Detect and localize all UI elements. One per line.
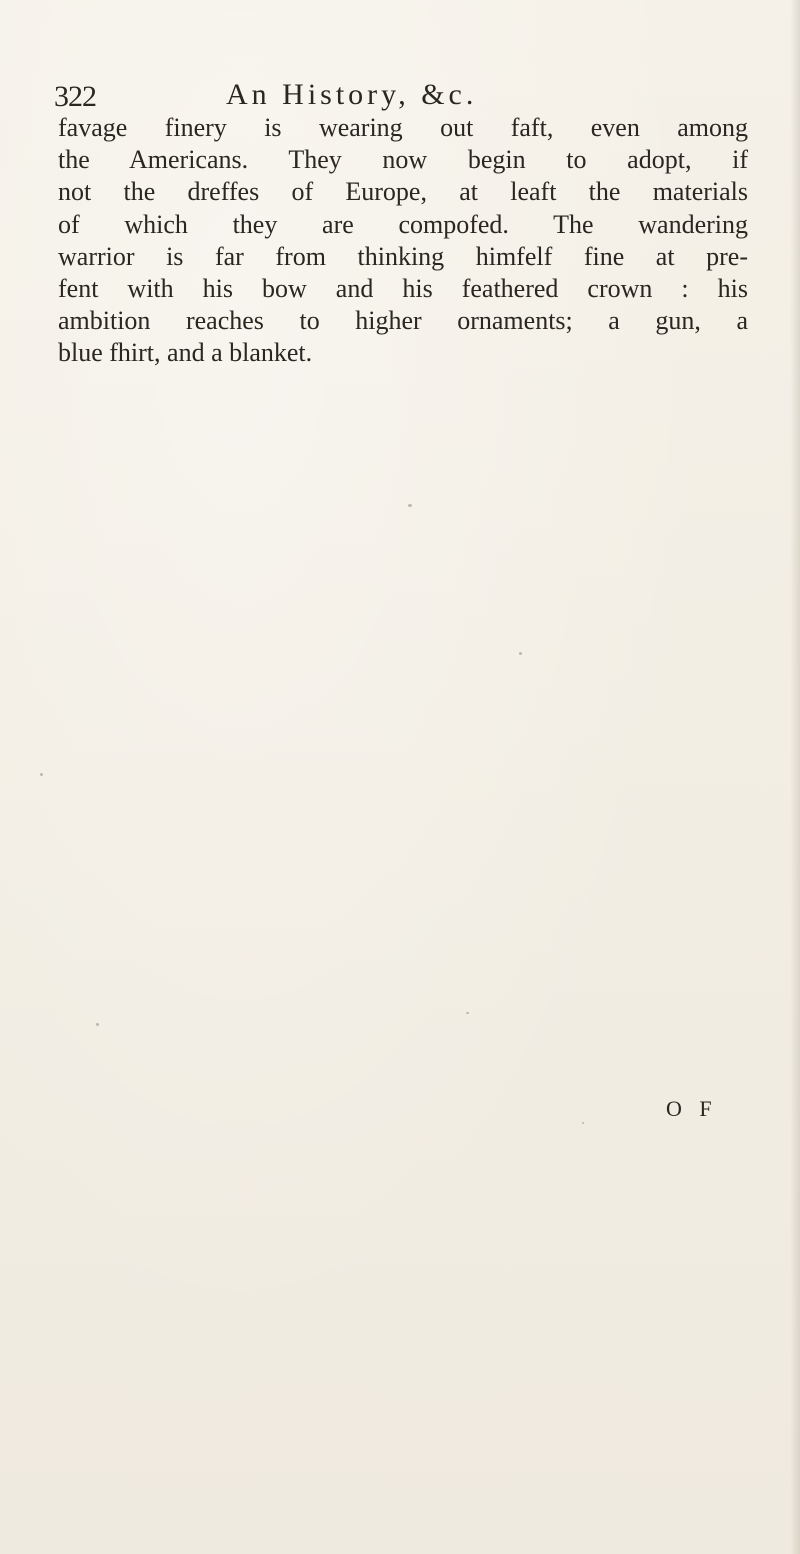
running-title: An History, &c. [226, 78, 478, 111]
paper-speck [582, 1122, 584, 1124]
paper-speck [519, 652, 522, 655]
page-edge-shadow [790, 0, 800, 1554]
text-line: favage finery is wearing out faft, even among [58, 113, 748, 142]
catchword: O F [666, 1096, 718, 1121]
body-text [58, 112, 748, 370]
text-line: ambition reaches to higher ornaments; a gun, a [58, 306, 748, 336]
text-line: not the dreffes of Europe, at leaft the materials [58, 177, 748, 207]
paper-speck [96, 1023, 99, 1026]
paper-speck [466, 1012, 469, 1014]
paper-speck [40, 773, 43, 776]
text-line: of which they are compofed. The wandering [58, 209, 748, 239]
paper-speck [408, 504, 412, 507]
page-number: 322 [54, 80, 96, 113]
text-line: the Americans. They now begin to adopt, if [58, 145, 748, 175]
text-line: warrior is far from thinking himfelf fine at pre- [58, 241, 748, 271]
text-line: fent with his bow and his feathered crown : his [58, 274, 748, 304]
text-line: blue fhirt, and a blanket. [58, 338, 313, 368]
